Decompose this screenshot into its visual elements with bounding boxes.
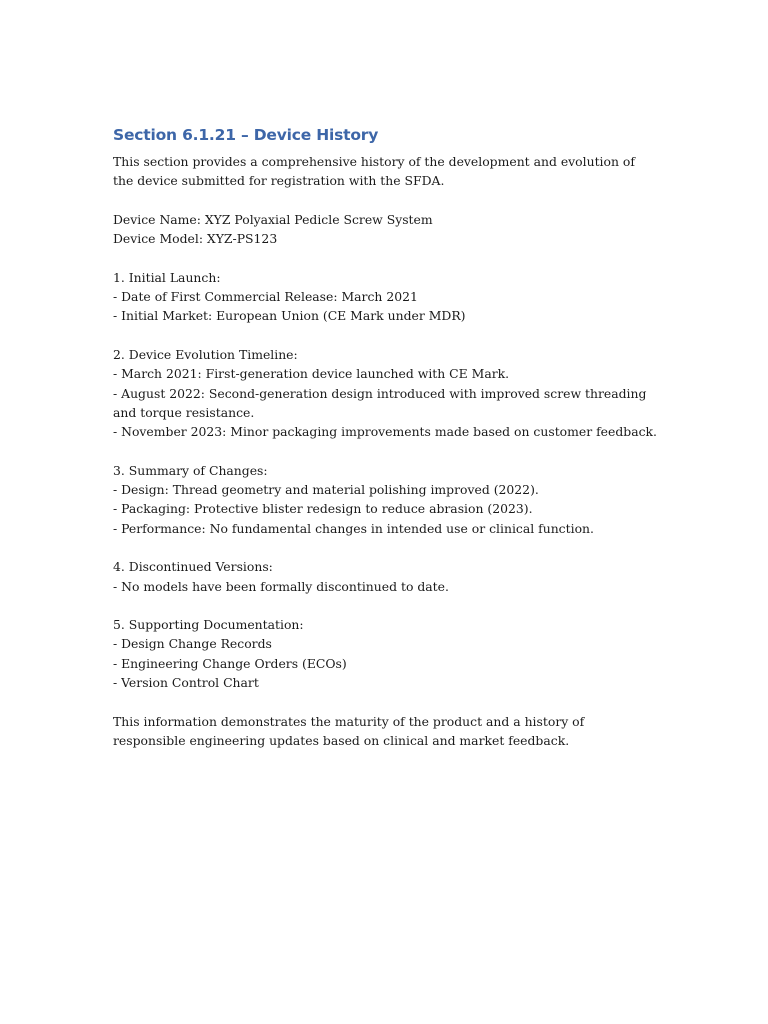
- spacer: [113, 326, 658, 345]
- section-summary-of-changes: [113, 461, 658, 538]
- list-item: - Version Control Chart: [113, 675, 259, 691]
- section-initial-launch: [113, 268, 658, 326]
- list-item: - Performance: No fundamental changes in intended use or clinical function.: [113, 520, 594, 536]
- spacer: [113, 692, 658, 711]
- list-item: - Initial Market: European Union (CE Mark under MDR): [113, 308, 466, 324]
- spacer: [113, 248, 658, 267]
- list-item: - Design: Thread geometry and material polishing improved (2022).: [113, 482, 539, 498]
- list-item: - No models have been formally discontinued to date.: [113, 578, 449, 594]
- list-item: - March 2021: First-generation device launched with CE Mark.: [113, 366, 510, 382]
- spacer: [113, 596, 658, 615]
- section-heading: Section 6.1.21 – Device History: [113, 126, 379, 144]
- list-item: - Date of First Commercial Release: March 2021: [113, 289, 418, 305]
- section-title: 4. Discontinued Versions:: [113, 559, 273, 575]
- spacer: [113, 538, 658, 557]
- spacer: [113, 191, 658, 210]
- spacer: [113, 441, 658, 460]
- section-discontinued-versions: [113, 557, 658, 596]
- list-item: - Engineering Change Orders (ECOs): [113, 655, 347, 671]
- section-title: 3. Summary of Changes:: [113, 462, 268, 478]
- device-name: Device Name: XYZ Polyaxial Pedicle Screw System: [113, 211, 433, 227]
- closing-paragraph: This information demonstrates the maturity of the product and a history of responsible engineering updates based on clinical and market feedback.: [113, 713, 585, 748]
- section-evolution-timeline: [113, 345, 658, 441]
- list-item: - Packaging: Protective blister redesign to reduce abrasion (2023).: [113, 501, 533, 517]
- list-item: - Design Change Records: [113, 636, 272, 652]
- device-model: Device Model: XYZ-PS123: [113, 231, 278, 247]
- section-title: 1. Initial Launch:: [113, 269, 221, 285]
- list-item: - August 2022: Second-generation design introduced with improved screw threading and torque resistance.: [113, 385, 647, 420]
- section-title: 5. Supporting Documentation:: [113, 617, 304, 633]
- intro-paragraph: This section provides a comprehensive history of the development and evolution of the device submitted for registration with the SFDA.: [113, 154, 635, 189]
- section-title: 2. Device Evolution Timeline:: [113, 346, 298, 362]
- list-item: - November 2023: Minor packaging improvements made based on customer feedback.: [113, 424, 657, 440]
- document-body: [113, 124, 658, 750]
- section-supporting-documentation: [113, 615, 658, 692]
